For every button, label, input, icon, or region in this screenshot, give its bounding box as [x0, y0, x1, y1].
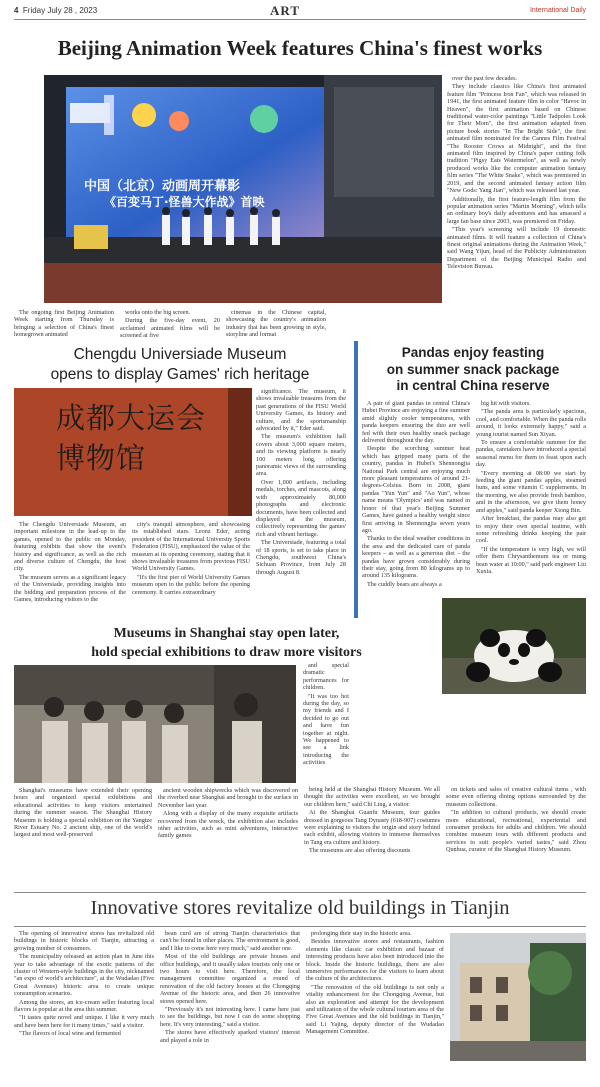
story2-headline-line1: Chengdu Universiade Museum	[73, 346, 287, 363]
story1-col4: over the past few decades. They include classics like China's first animated feature film "Princess Iron Fan", which was released in 1941, the first animated feature film in color "Havoc in Heaven", the first animation based on Chinese traditional water-color paintings "Little Tadpoles Look for Their Mom", the first animation adapted from picture book stories "In The Bright Side", the first animated film nominated for the Cannes Film Festival "The Rooster Crows at Midnight", and the first animated film inspired by China's paper cutting folk tradition "Pigsy Eats Watermelon", as well as newly produced works like the computer animation fantasy film series "The White Snake", which was premiered in 2019, and the second animated fantasy action film "New Gods: Yang Jian", which was released last year. Additionally, the first feature-length film from the popular animation series "Martin Morning", which tells an ordinary boy's daily adventures and has amassed a large fan base since 2003, was premiered on Friday. "This year's screening will include 19 domestic animated films. It will feature a collection of China's finest original animations during the Animation Week," said Wang Yijun, head of the Publicity Administration Department of the Beijing Municipal Radio and Television Bureau.	[447, 75, 586, 271]
story4-headline-line1: Museums in Shanghai stay open later,	[113, 626, 340, 641]
story4-col-right-top: and special dramatic performances for children. "It was too hot during the day, so my friends and I decided to go out and have fun together at night. We happened to see a link introducing the activities	[303, 662, 349, 767]
story5-top-rule	[14, 892, 586, 893]
story2-headline	[14, 345, 346, 385]
story4-headline-line2: hold special exhibitions to draw more visitors	[91, 645, 362, 660]
story5-col3: prolonging their stay in the historic area. Besides innovative stores and restaurants, fashion elements like classic car exhibition and bazaar of interesting products have also been introduced into the block. Inside the historic buildings, there are also immersive performances for the visitors to learn about the culture of the architectures. "The renovation of the old buildings is not only a vitality enhancement for the Chongqing Avenue, but also an exploration and attempt for the development and utilization of the whole cultural tourism area of the Five Great Avenues and the old buildings in Tianjin," said Li Yajing, deputy director of the Wudadao Management Committee.	[306, 930, 444, 1036]
story2-col2: city's tranquil atmosphere, and showcasing its established stars. Leonz Eder, acting president of the International University Sports Federation (FISU), emphasized the value of the museum at its opening ceremony, stating that it shows invaluable treasures from previous FISU World University Games. "It's the first pier of World University Games museum open to the public before the opening ceremony. It carries extraordinary	[132, 521, 250, 596]
story4-photo	[14, 665, 296, 783]
story3-headline-line1: Pandas enjoy feasting	[401, 345, 545, 360]
museum-wall-chars-line2: 博物馆	[56, 441, 147, 475]
story5-headline: Innovative stores revitalize old buildings in Tianjin	[90, 897, 510, 919]
museum-wall-chars-line1: 成都大运会	[56, 401, 207, 435]
story4-col-far-right: on tickets and sales of creative cultural items , with some even offering dining options surrounded by the museum collections. "In addition to cultural products, we should create more educational, recreational, experiential and consumer products for adults and children. We should combine museum tours with different products and services to suit people's varied tastes," said Zhou Qunhua, curator of the Shanghai History Museum.	[446, 786, 586, 854]
story4-headline	[14, 624, 439, 662]
section-title: ART	[270, 3, 300, 18]
story5-bottom-rule	[14, 926, 586, 927]
story1-col1: The ongoing first Beijing Animation Week starting from Thursday is bringing a selection of China's finest homegrown animated	[14, 309, 114, 339]
story5-photo	[450, 933, 586, 1061]
tianjin-building-photo	[450, 933, 586, 1061]
story2-col-right: significance. The museum, it shows invaluable treasures from the past generations of the FISU World University Games, its history and culture, and the sportsmanship advocated by it," Eder said. The museum's exhibition hall covers about 3,000 square meters, and its viewing platform is nearly 100 meters long, offering panoramic views of the surrounding area. Over 1,000 artifacts, including medals, torches, and mascots, along with approximately 80,000 photographs and electronic documents, have been collected and displayed at the museum, collectively representing the games' rich and vibrant heritage. The Universiade, featuring a total of 18 sports, is set to take place in Chengdu, southwest China's Sichuan Province, from July 28 through August 8.	[256, 388, 346, 576]
stage-banner-text-line1: 中国（北京）动画周开幕影	[84, 179, 241, 194]
story3-headline-line2: on summer snack package	[386, 361, 560, 377]
story4-col2: ancient wooden shipwrecks which was discovered on the riverbed near Shanghai and brought to the surface in November last year. Along with a display of the many exquisite artifacts recovered from the wreck, the exhibition also includes other activities, such as mini adventures, interactive family games	[158, 787, 298, 840]
story5-col1: The opening of innovative stores has revitalized old buildings in historic blocks of Tianjin, attracting a growing number of consumers. The municipality released an action plan in June this year to take advantage of the exotic patterns of the cluster of Western-style buildings in the city, nicknamed "an expo of world's architecture", at the Wudadao (Five Great Avenues) historic area to create unique consumption scenarios. Among the stores, an ice-cream seller featuring local flavors is popular at the area this summer. "It tastes quite novel and unique. I like it very much and have been here for it many times," said a visitor. "The flavors of local wine and fermented	[14, 930, 154, 1038]
publication-name: International Daily	[529, 7, 586, 14]
story4-col1: Shanghai's museums have extended their opening hours and organized special exhibitions and educational activities to keep visitors entertained during the summer season. The Shanghai History Museum is holding a special exhibition on the Yangtze River Estuary No. 2 ancient ship, one of the world's largest and most well-preserved	[14, 787, 152, 839]
story2-headline-line2: opens to display Games' rich heritage	[50, 366, 310, 383]
story1-col3: cinemas in the Chinese capital, showcasing the country's animation industry that has been growing in style, storyline and format	[226, 309, 326, 339]
story3-headline-line3: in central China reserve	[396, 378, 550, 393]
story3-col1: A pair of giant pandas in central China's Hubei Province are enjoying a fine summer amid slightly cooler temperatures, with panda keepers ensuring the duo are well fed with their own healthy snack package delivered throughout the day. Despite the scorching summer heat which has gripped many parts of the country, pandas in Hubei's Shennongjia National Park central are enjoying much more pleasant temperatures of around 21-degrees-Celsius. Born in 2008, giant pandas "Yun Yun" and "Ao Yun", whose name means 'Olympics' and was named in honor of that year's Beijing Summer Games, have gained a healthy weight since first arriving in Shennongjia seven years ago. Thanks to the ideal weather conditions in the area and the dedicated care of panda keepers – as well as a generous diet – the pandas have grown considerably during their stay, going from 80 kilograms up to around 135 kilograms. The cuddly bears are always a	[362, 400, 470, 588]
story1-photo	[44, 75, 442, 303]
story3-headline	[362, 345, 584, 395]
story4-col-right-bottom: being held at the Shanghai History Museum. We all thought the activities were excellent, so we brought our children here," said Chi Ling, a visitor. At the Shanghai Guanfu Museum, tour guides dressed in gorgeous Tang Dynasty (618-907) costumes were explaining to visitors the origin and story behind each exhibit, allowing visitors to immerse themselves in Tang era culture and history. The museums are also offering discounts	[304, 786, 440, 855]
story2-col1: The Chengdu Universiade Museum, an important milestone in the lead-up to the games, opened to the public on Monday, featuring exhibits that show the event's history and significance, as well as the rich and diverse culture of Chengdu, the host city. The museum serves as a significant legacy of the Universiade, providing insights into the bidding and preparation process of the Games, introducing visitors to the	[14, 521, 126, 604]
page-number-date	[14, 6, 97, 15]
story1-headline: Beijing Animation Week features China's finest works	[57, 36, 543, 60]
header-rule	[14, 19, 586, 20]
page-number: 4	[14, 6, 19, 15]
panda-photo	[442, 598, 586, 694]
panda-sidebar-accent	[354, 341, 358, 618]
stage-banner-text-line2: 《百变马丁·怪兽大作战》首映	[104, 195, 265, 209]
story3-col2: big hit with visitors. "The panda area is particularly spacious, cool, and comfortable. When the panda rolls around, it looks extremely happy," said a young tourist named Sun Xiyan. To ensure a comfortable summer for the pandas, caretakers have introduced a special seasonal menu for them to feast upon each day. "Every morning at 08:00 we start by feeding the giant pandas apples, steamed buns, and some vitamin C supplements. In the morning, we also provide fresh bamboo, and in the afternoon, we give them honey and apples," said panda keeper Xiong Bin. After breakfast, the pandas may also get to enjoy their own special teatime, with some refreshing drinks keeping the pair cool. "If the temperature is very high, we will offer them Chrysanthemum tea or mung bean water at 10:00," said park engineer Liu Xuxia.	[476, 400, 586, 575]
story2-photo	[14, 388, 252, 516]
story1-col2: works onto the big screen. During the five-day event, 20 acclaimed animated films will be screened at five	[120, 309, 220, 340]
issue-date: Friday July 28 , 2023	[22, 6, 98, 15]
story5-col2: bean curd are of strong Tianjin characteristics that can't be found in other places. The environment is good, and I like to come here very much," said another one. Most of the old buildings are private houses and office buildings, and it usually takes tourists only one or two hours to visit here. Therefore, the local management committee organized a round of renovation of the old factory houses at the Chongqing Avenue of the historic area, and then 26 innovative stores opened here. "Previously it's not interesting here. I came here just to see the buildings, but now I can do some shopping here. It's very interesting," said a visitor. The stores have effectively sparked visitors' interest and played a role in	[160, 930, 300, 1044]
story3-photo	[442, 598, 586, 694]
museum-visitors-photo	[14, 665, 296, 783]
